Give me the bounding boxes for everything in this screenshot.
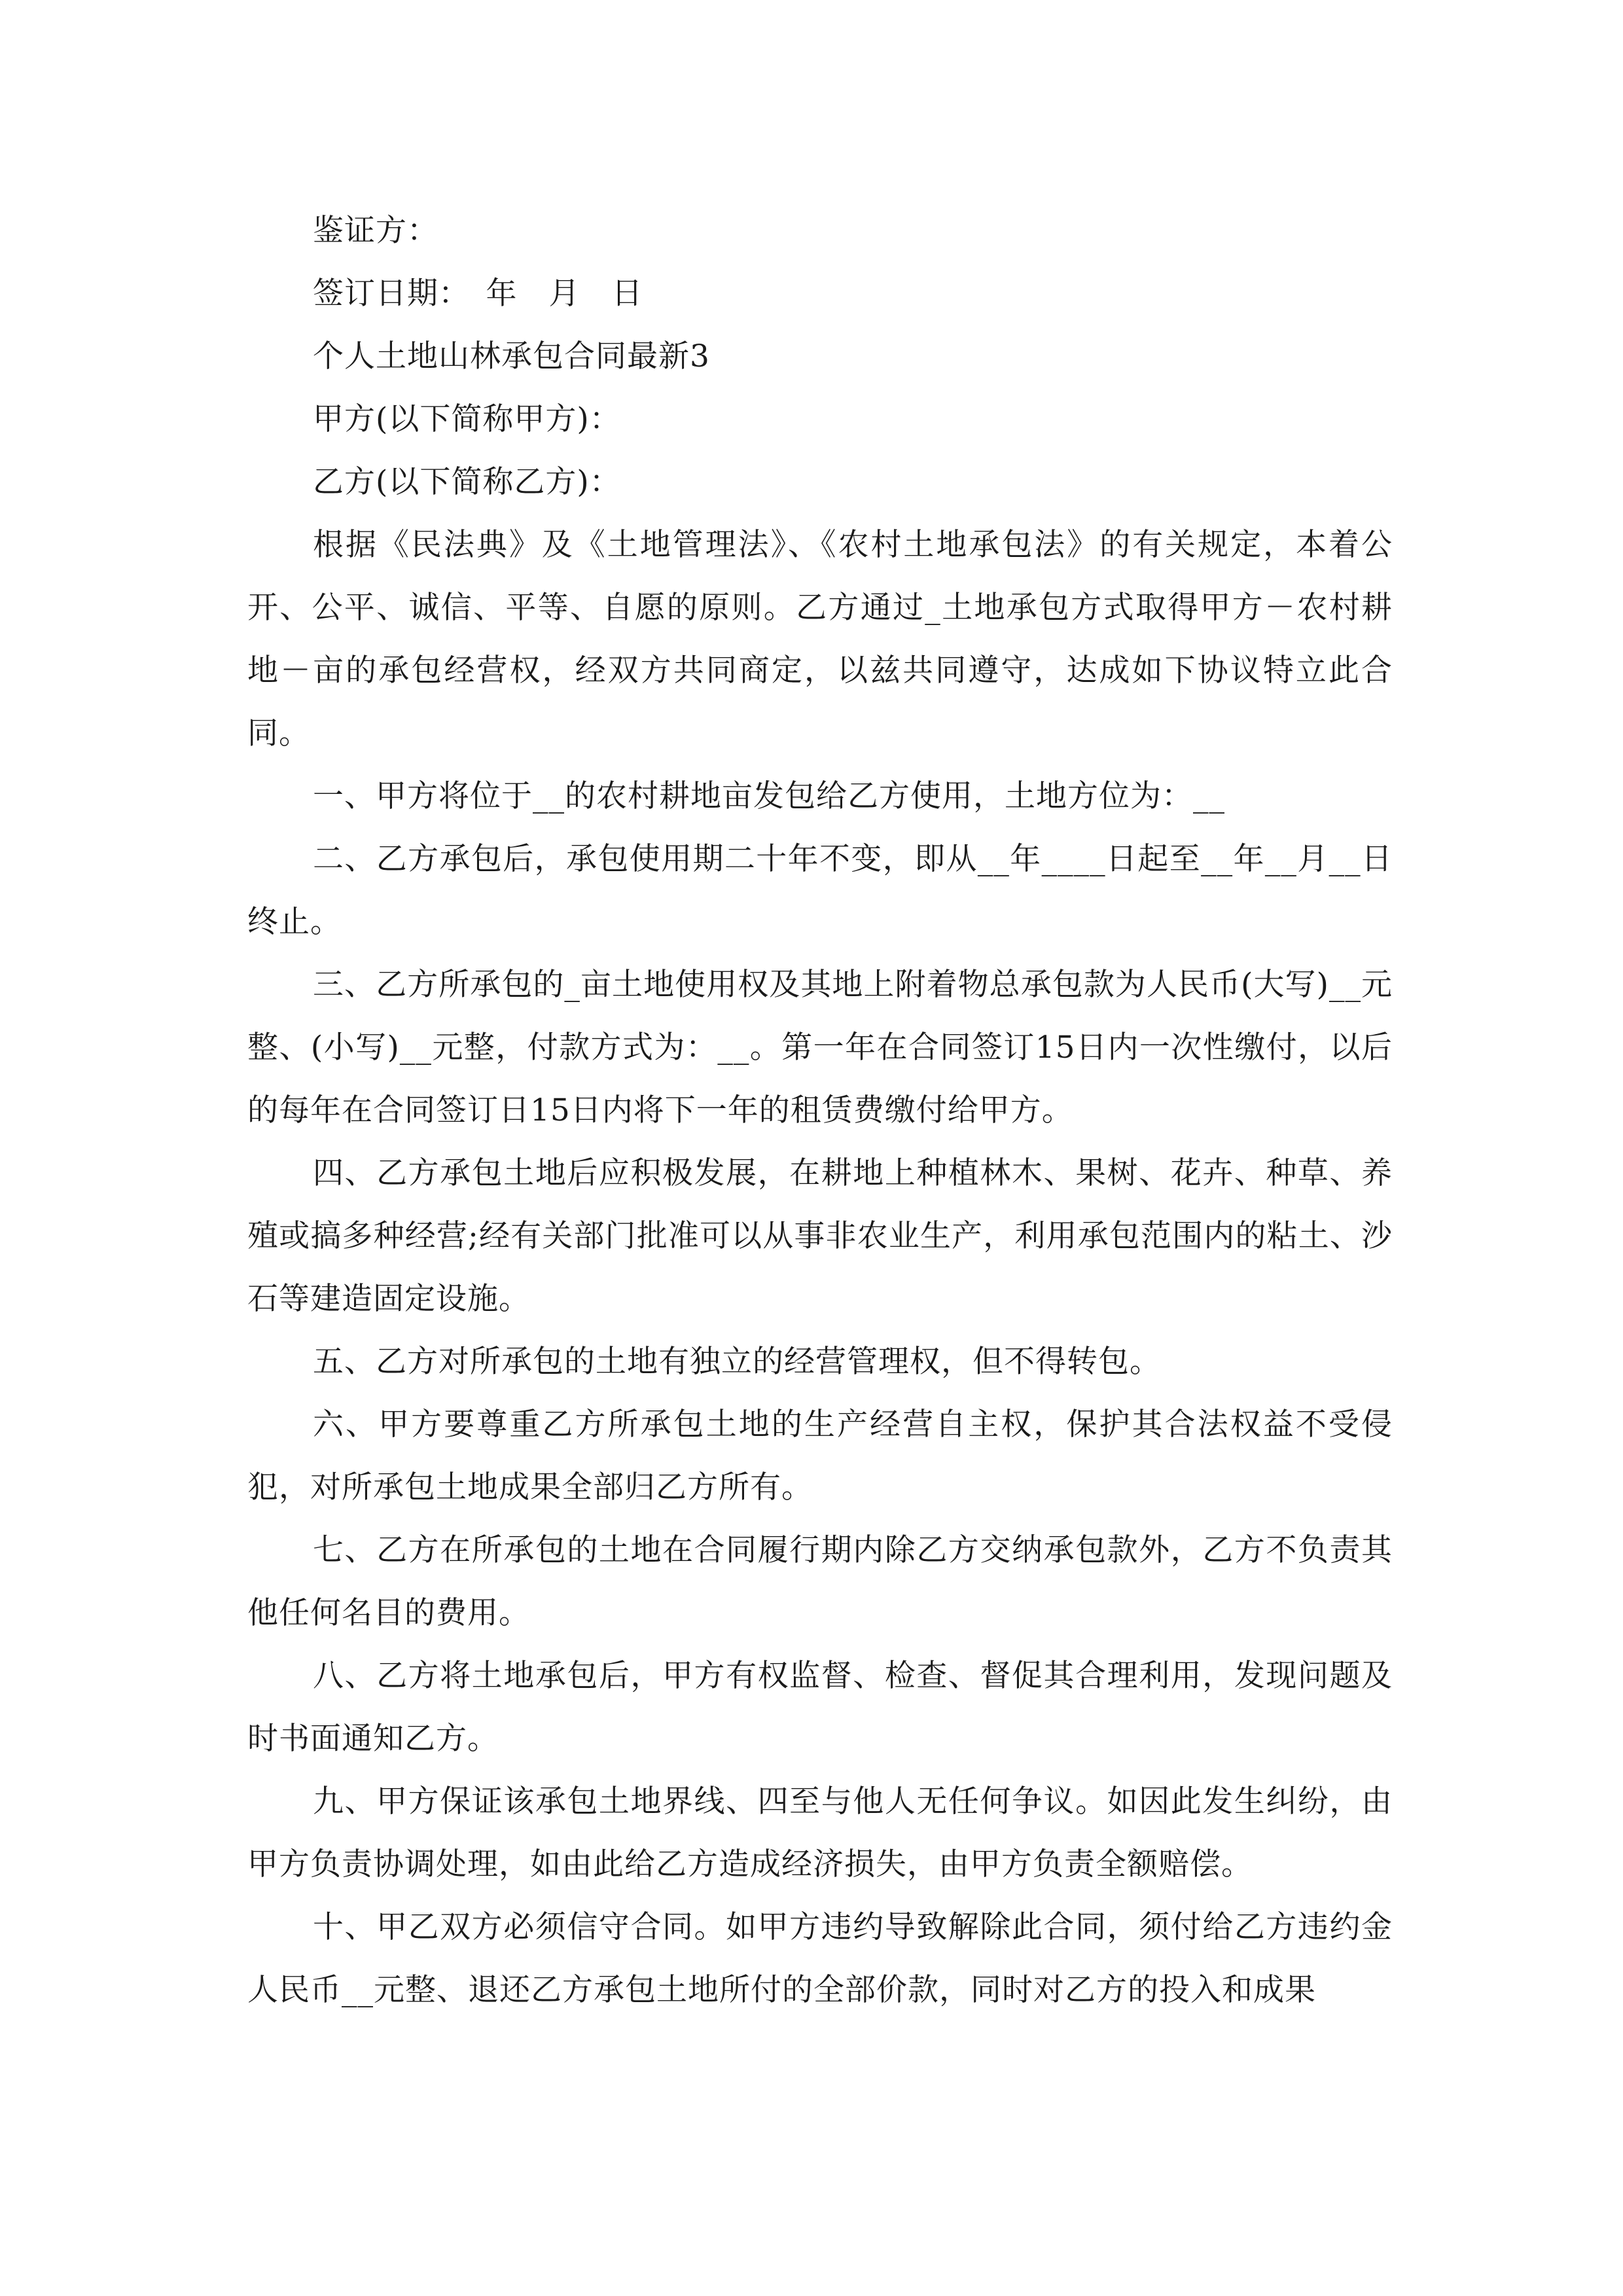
clause-10: 十、甲乙双方必须信守合同。如甲方违约导致解除此合同，须付给乙方违约金人民币__元整、退还乙方承包土地所付的全部价款，同时对乙方的投入和成果 bbox=[247, 1909, 1393, 2008]
clause-7: 七、乙方在所承包的土地在合同履行期内除乙方交纳承包款外，乙方不负责其他任何名目的费用。 bbox=[247, 1532, 1393, 1631]
clause-3: 三、乙方所承包的_亩土地使用权及其地上附着物总承包款为人民币(大写)__元整、(小写)__元整，付款方式为：__。第一年在合同签订15日内一次性缴付，以后的每年在合同签订日15日内将下一年的租赁费缴付给甲方。 bbox=[247, 967, 1393, 1128]
clause-2: 二、乙方承包后，承包使用期二十年不变，即从__年____日起至__年__月__日终止。 bbox=[247, 841, 1393, 940]
clause-4: 四、乙方承包土地后应积极发展，在耕地上种植林木、果树、花卉、种草、养殖或搞多种经营;经有关部门批准可以从事非农业生产，利用承包范围内的粘土、沙石等建造固定设施。 bbox=[247, 1155, 1393, 1317]
party-b-line: 乙方(以下简称乙方)： bbox=[313, 464, 621, 500]
contract-title: 个人土地山林承包合同最新3 bbox=[313, 338, 710, 374]
witness-line: 鉴证方： bbox=[313, 213, 438, 249]
clause-8: 八、乙方将土地承包后，甲方有权监督、检查、督促其合理利用，发现问题及时书面通知乙方。 bbox=[247, 1658, 1393, 1757]
sign-date-line: 签订日期： 年 月 日 bbox=[313, 276, 643, 312]
party-a-line: 甲方(以下简称甲方)： bbox=[313, 401, 621, 437]
preamble-paragraph: 根据《民法典》及《土地管理法》、《农村土地承包法》的有关规定，本着公开、公平、诚信、平等、自愿的原则。乙方通过_土地承包方式取得甲方－农村耕地－亩的承包经营权，经双方共同商定，以兹共同遵守，达成如下协议特立此合同。 bbox=[247, 527, 1393, 751]
clause-9: 九、甲方保证该承包土地界线、四至与他人无任何争议。如因此发生纠纷，由甲方负责协调处理，如由此给乙方造成经济损失，由甲方负责全额赔偿。 bbox=[247, 1784, 1393, 1882]
clause-6: 六、甲方要尊重乙方所承包土地的生产经营自主权，保护其合法权益不受侵犯，对所承包土地成果全部归乙方所有。 bbox=[247, 1407, 1393, 1505]
clause-5: 五、乙方对所承包的土地有独立的经营管理权，但不得转包。 bbox=[313, 1344, 1161, 1380]
contract-body bbox=[247, 200, 1393, 2022]
clause-1: 一、甲方将位于__的农村耕地亩发包给乙方使用，土地方位为：__ bbox=[313, 778, 1225, 814]
